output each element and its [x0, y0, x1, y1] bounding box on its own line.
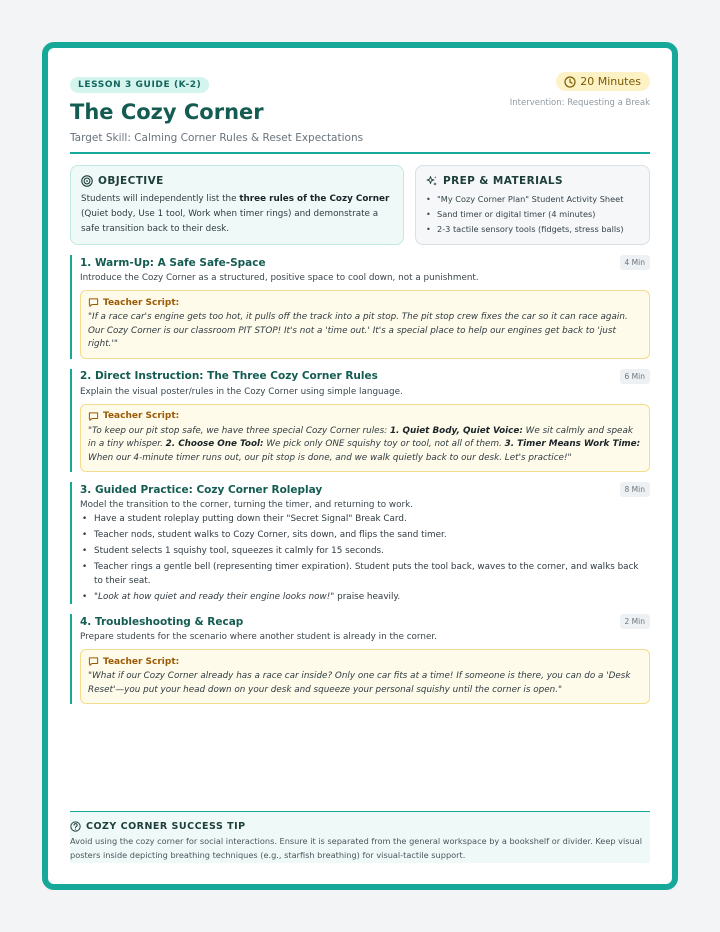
- objective-title: OBJECTIVE: [98, 175, 164, 187]
- objective-heading: [81, 175, 393, 187]
- chat-icon: [88, 411, 99, 422]
- section-description: Explain the visual poster/rules in the Cozy Corner using simple language.: [80, 386, 403, 397]
- prep-title: PREP & MATERIALS: [443, 175, 563, 187]
- summary-cards: [70, 165, 650, 245]
- page-title: The Cozy Corner: [70, 100, 264, 124]
- section-title: 1. Warm-Up: A Safe Safe-Space: [80, 256, 266, 269]
- clock-icon: [564, 76, 576, 88]
- target-icon: [81, 175, 93, 187]
- target-skill: Target Skill: Calming Corner Rules & Reset Expectations: [70, 132, 364, 144]
- list-item: • "My Cozy Corner Plan" Student Activity Sheet: [426, 192, 639, 207]
- time-badge: 4 Min: [620, 255, 650, 270]
- tip-heading: [70, 821, 650, 832]
- lesson-card: [42, 42, 678, 890]
- script-label: Teacher Script:: [103, 297, 180, 308]
- sparkles-icon: [426, 175, 438, 187]
- script-text: "What if our Cozy Corner already has a race car inside? Only one car fits at a time! If someone is there, you can do a 'Desk Reset'—you put your head down on your desk and squeeze your personal squishy until the corner is open.": [88, 671, 631, 695]
- section-troubleshooting: [70, 614, 650, 704]
- chat-icon: [88, 656, 99, 667]
- duration-pill: [556, 72, 650, 91]
- script-text: "To keep our pit stop safe, we have three special Cozy Corner rules: 1. Quiet Body, Quiet Voice: We sit calmly and speak in a tiny whisper. 2. Choose One Tool: We pick only ONE squishy toy or tool, not all of them. 3. Timer Means Work Time: When our 4-minute timer runs out, our pit stop is done, and we walk quietly back to our desk. Let's practice!": [88, 425, 641, 463]
- section-title: 2. Direct Instruction: The Three Cozy Corner Rules: [80, 370, 378, 382]
- prep-heading: [426, 175, 639, 187]
- time-badge: 8 Min: [620, 482, 650, 497]
- materials-list: [426, 192, 639, 237]
- tip-title: COZY CORNER SUCCESS TIP: [86, 821, 246, 832]
- section-title: 3. Guided Practice: Cozy Corner Roleplay: [80, 483, 323, 496]
- list-item: • Student selects 1 squishy tool, squeezes it calmly for 15 seconds.: [80, 545, 650, 559]
- time-badge: 2 Min: [620, 614, 650, 629]
- objective-card: [70, 165, 404, 245]
- list-item: • "Look at how quiet and ready their engine looks now!" praise heavily.: [80, 591, 650, 605]
- section-description: Prepare students for the scenario where another student is already in the corner.: [80, 632, 437, 642]
- divider: [70, 152, 650, 154]
- chat-icon: [88, 297, 99, 308]
- section-guided-practice: [70, 482, 650, 604]
- list-item: • Teacher nods, student walks to Cozy Corner, sits down, and flips the sand timer.: [80, 529, 650, 543]
- prep-card: [415, 165, 650, 245]
- practice-steps: [80, 513, 650, 604]
- time-badge: 6 Min: [620, 369, 650, 384]
- teacher-script: [80, 290, 650, 359]
- section-description: Model the transition to the corner, turning the timer, and returning to work.: [80, 500, 414, 510]
- script-label: Teacher Script:: [103, 656, 180, 667]
- section-title: 4. Troubleshooting & Recap: [80, 615, 244, 628]
- lesson-content: [70, 72, 650, 704]
- duration-text: 20 Minutes: [580, 75, 641, 88]
- list-item: • 2-3 tactile sensory tools (fidgets, stress balls): [426, 222, 639, 237]
- help-circle-icon: [70, 821, 81, 832]
- objective-text: Students will independently list the three rules of the Cozy Corner (Quiet body, Use 1 tool, Work when timer rings) and demonstrate a safe transition back to their desk.: [81, 194, 390, 234]
- section-warm-up: [70, 255, 650, 359]
- list-item: • Teacher rings a gentle bell (representing timer expiration). Student puts the tool back, waves to the corner, and walks back to their seat.: [80, 561, 650, 588]
- section-description: Introduce the Cozy Corner as a structured, positive space to cool down, not a punishment.: [80, 273, 479, 283]
- teacher-script: [80, 404, 650, 473]
- list-item: • Sand timer or digital timer (4 minutes): [426, 207, 639, 222]
- script-text: "If a race car's engine gets too hot, it pulls off the track into a pit stop. The pit stop crew fixes the car so it can race again. Our Cozy Corner is our classroom PIT STOP! It's not a 'time out.' It's a special place to help our engines get back to 'just right.'": [88, 312, 628, 349]
- tip-text: Avoid using the cozy corner for social interactions. Ensure it is separated from the general workspace by a bookshelf or divider. Keep visual posters inside depicting breathing techniques (e.g., starfish breathing) for visual-tactile support.: [70, 836, 643, 860]
- lesson-badge: LESSON 3 GUIDE (K-2): [70, 77, 209, 93]
- teacher-script: [80, 649, 650, 704]
- list-item: • Have a student roleplay putting down their "Secret Signal" Break Card.: [80, 513, 650, 527]
- script-label: Teacher Script:: [103, 411, 180, 421]
- intervention-label: Intervention: Requesting a Break: [509, 98, 650, 108]
- section-direct-instruction: [70, 369, 650, 473]
- header: [70, 72, 650, 154]
- success-tip: [70, 811, 650, 863]
